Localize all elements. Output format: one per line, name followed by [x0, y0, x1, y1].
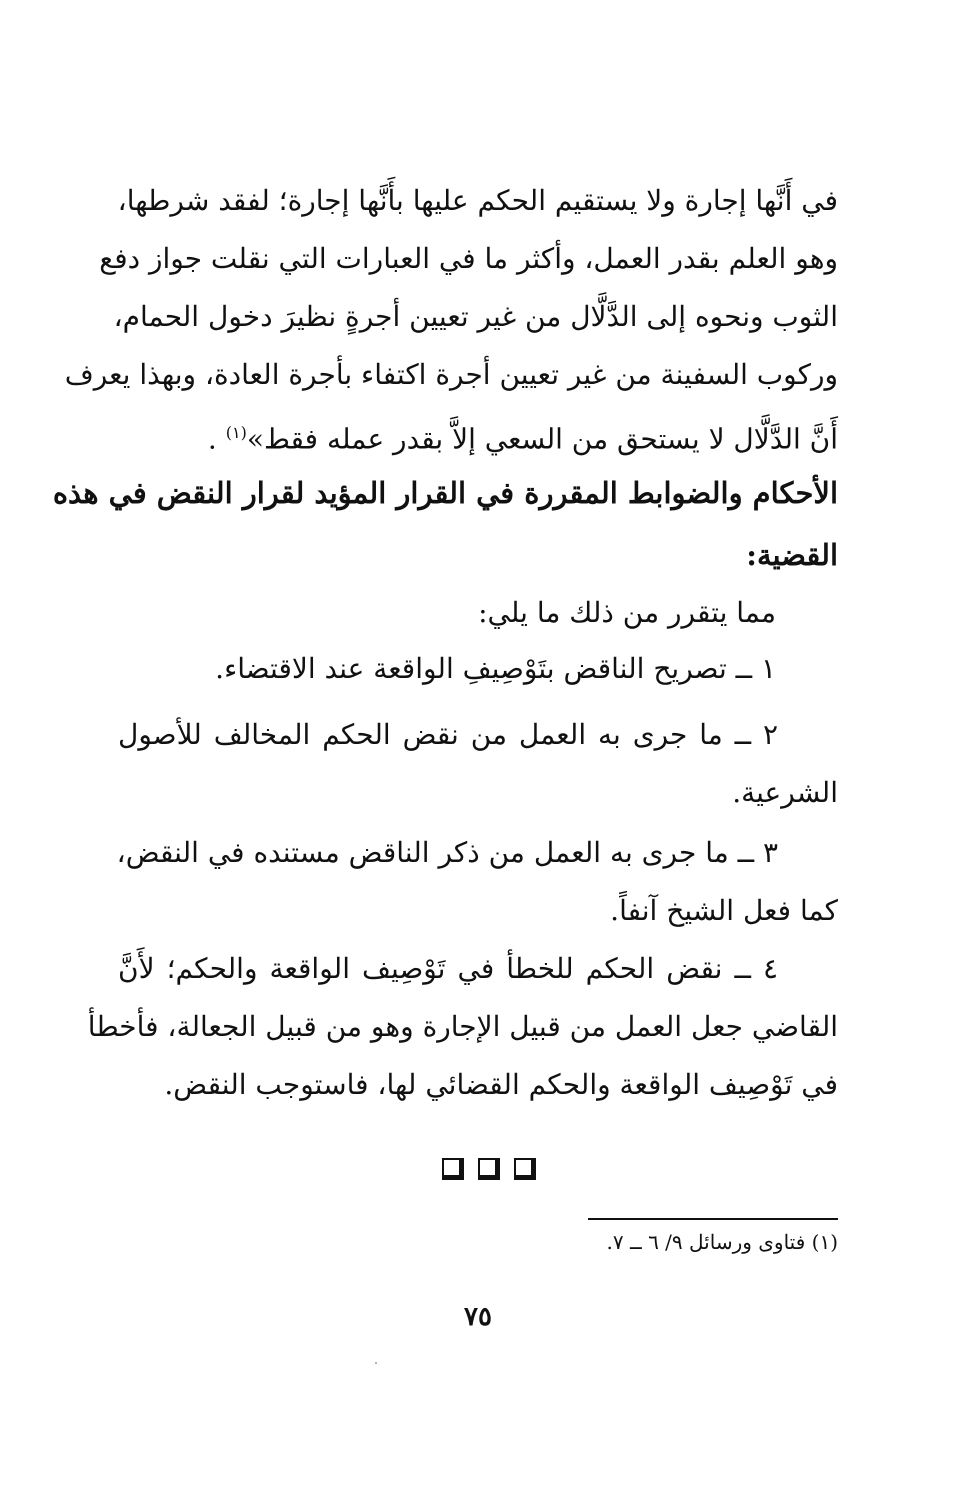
- list-item-4: [87, 940, 838, 1114]
- list-item-3: [118, 824, 838, 940]
- text-line: في تَوْصِيف الواقعة والحكم القضائي لها، فاستوجب النقض.: [164, 1068, 838, 1101]
- heading-line: القضية:: [746, 538, 838, 572]
- footnote-divider: [588, 1218, 838, 1220]
- text-fragment: أَنَّ الدَّلَّال لا يستحق من السعي إلاَّ بقدر عمله فقط»: [246, 422, 838, 456]
- text-line: ١ ــ تصريح الناقض بتَوْصِيفِ الواقعة عند الاقتضاء.: [215, 652, 776, 685]
- list-item-1: [116, 640, 836, 698]
- heading-line: الأحكام والضوابط المقررة في القرار المؤيد لقرار النقض في هذه: [52, 476, 838, 510]
- square-ornament-icon: [514, 1158, 536, 1180]
- text-line: الثوب ونحوه إلى الدَّلَّال من غير تعيين أجرةٍ نظيرَ دخول الحمام،: [113, 300, 838, 333]
- text-line: ٣ ــ ما جرى به العمل من ذكر الناقض مستنده في النقض،: [116, 836, 778, 869]
- text-line: الشرعية.: [732, 776, 838, 809]
- scan-speck: [375, 1362, 377, 1364]
- page-number: ٧٥: [464, 1302, 492, 1332]
- text-line: وركوب السفينة من غير تعيين أجرة اكتفاء بأجرة العادة، وبهذا يعرف: [64, 358, 838, 391]
- text-line: ٤ ــ نقض الحكم للخطأ في تَوْصِيف الواقعة والحكم؛ لأَنَّ: [118, 952, 778, 985]
- text-line: مما يتقرر من ذلك ما يلي:: [478, 596, 776, 629]
- text-line: ٢ ــ ما جرى به العمل من نقض الحكم المخالف للأصول: [118, 718, 778, 751]
- text-line: [118, 404, 838, 468]
- footnote: (١) فتاوى ورسائل ٩/ ٦ ــ ٧.: [606, 1230, 838, 1254]
- square-ornament-icon: [442, 1158, 464, 1180]
- text-line: كما فعل الشيخ آنفاً.: [610, 894, 838, 927]
- intro-line: [56, 584, 776, 642]
- text-line: القاضي جعل العمل من قبيل الإجارة وهو من قبيل الجعالة، فأخطأ: [87, 1010, 838, 1043]
- footnote-reference: (١): [225, 423, 247, 442]
- paragraph-quote: [64, 172, 838, 468]
- list-item-2: [118, 706, 838, 822]
- text-fragment: .: [207, 422, 226, 456]
- section-heading: [52, 462, 838, 586]
- text-line: في أَنَّها إجارة ولا يستقيم الحكم عليها بأَنَّها إجارة؛ لفقد شرطها،: [117, 184, 838, 217]
- text-line: وهو العلم بقدر العمل، وأكثر ما في العبارات التي نقلت جواز دفع: [99, 242, 838, 275]
- section-end-ornament: [442, 1158, 536, 1180]
- square-ornament-icon: [478, 1158, 500, 1180]
